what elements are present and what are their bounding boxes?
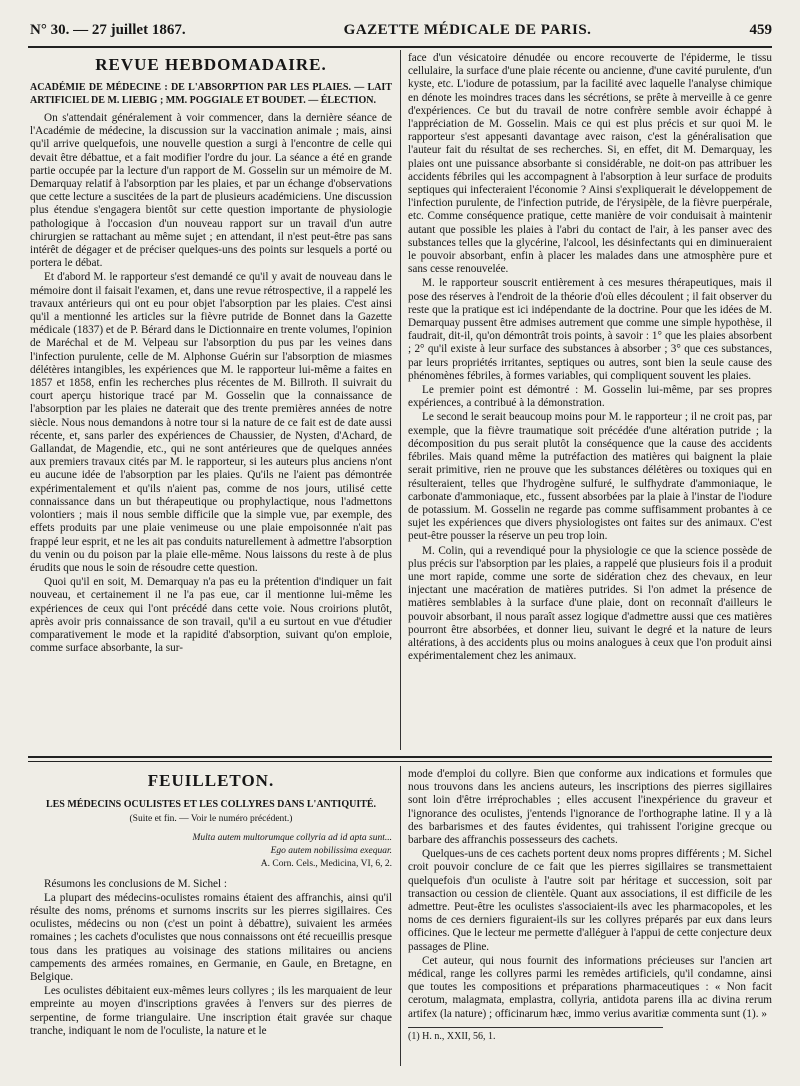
footnote: (1) H. n., XXII, 56, 1. [408,1027,663,1043]
feuilleton-paragraph: Quelques-uns de ces cachets portent deux noms propres différents ; M. Sichel croit pouvoir conclure de ce fait que les pierres sigillaires se transmettaient quelquefois d'un oculiste à l'autre soit par héritage et succession, soit par transaction ou cession de clientèle. Quant aux associations, il est difficile de les admettre. Peut-être les oculistes s'associaient-ils avec les pharmacopoles, et les noms de ces derniers figuraient-ils sur les collyres préparés par eux dans leurs officines. Que le lecteur me permette d'alléguer à l'appui de cette conjecture deux passages de Pline. [408,848,772,953]
feuilleton-paragraph: La plupart des médecins-oculistes romains étaient des affranchis, ainsi qu'il résulte des noms, prénoms et surnoms inscrits sur les pierres sigillaires. Ces oculistes, médecins ou non (c'est un point à débattre), suivaient les armées romaines ; les cachets d'oculistes que nous connaissons ont été recueillis presque tous dans les pratiques au voisinage des stations militaires ou anciens campements des armées romaines, en Germanie, en Gaule, en Bretagne, en Belgique. [30,891,392,984]
journal-title: GAZETTE MÉDICALE DE PARIS. [343,21,592,38]
revue-paragraph: Quoi qu'il en soit, M. Demarquay n'a pas eu la prétention d'indiquer un fait nouveau, et certainement il ne l'a pas eue, car il mentionne lui-même les expériences de ceux qui l'ont précédé dans cette voie. Nous croirions plutôt, après avoir pris connaissance de son travail, qu'il a eu surtout en vue d'étudier comparativement le mode et la rapidité d'absorption, suivant qu'on emploie, comme surface absorbante, la sur- [30,576,392,655]
feuilleton-subtitle: LES MÉDECINS OCULISTES ET LES COLLYRES DANS L'ANTIQUITÉ. [45,799,377,810]
feuilleton-paragraph: Cet auteur, qui nous fournit des informations précieuses sur l'ancien art médical, range les collyres parmi les remèdes artificiels, qu'il condamne, ainsi que toutes les compositions et préparations pharmaceutiques : « Non facit cerotum, malagmata, emplastra, collyria, antidota parens illa ac divina rerum artifex (la nature) ; officinarum hæc, immo verius avaritiæ commenta sunt (1). » [408,954,772,1020]
feuilleton-column-right [408,768,772,1068]
revue-paragraph: Et d'abord M. le rapporteur s'est demandé ce qu'il y avait de nouveau dans le mémoire dont il faisait l'examen, et, dans une revue rétrospective, il a rappelé les travaux antérieurs qui ont eu pour objet l'absorption par les plaies. C'est ainsi qu'il a mentionné les articles sur la fièvre putride de Bonnet dans la Gazette médicale (1837) et de P. Bérard dans le Dictionnaire en trente volumes, l'opinion de Maréchal et de M. Velpeau sur l'absorption du pus par les veines dans l'infection purulente, celle de M. Alphonse Guérin sur l'absorption de miasmes délétères intangibles, les expériences que M. le rapporteur lui-même a faites en 1857 et 1858, enfin les recherches plus récentes de M. Billroth. Il suivrait du court aperçu historique tracé par M. Gosselin que la connaissance de l'absorption par les plaies ne daterait que des trente premières années de notre siècle. Nous nous demandons à notre tour si la nature de ce fait est de date aussi récente, et, sans parler des expériences de Chaussier, de Nysten, d'Achard, de Gallandat, de Magendie, etc., qui ne sont antérieures que de quelques années aux premiers travaux cités par M. le rapporteur, si les auteurs plus anciens n'ont eu aucune idée de l'absorption par les plaies. Qu'ils ne l'aient pas démontrée expérimentalement et qu'ils n'aient pas, comme de nos jours, utilisé cette connaissance dans un but thérapeutique ou prophylactique, nous l'admettons volontiers ; mais il nous semble difficile que la simple vue, par exemple, des effets produits par une plaie venimeuse ou une plaie empoisonnée n'ait pas frappé leur esprit, et ne les ait pas conduits naturellement à admettre l'absorption du venin ou du poison par la plaie elle-même. Nous laissons du reste à de plus érudits que nous le soin de résoudre cette question. [30,271,392,574]
revue-column-right [408,52,772,750]
revue-paragraph: M. le rapporteur souscrit entièrement à ces mesures thérapeutiques, mais il pose des réserves à l'endroit de la théorie d'où elles découlent ; il fait observer du reste que la pratique est ici indépendante de la doctrine. Pour que les idées de M. Demarquay pussent être admises autrement que comme une simple hypothèse, il faudrait, dit-il, qu'on démontrât trois points, à savoir : 1° que les plaies absorbent ; 2° qu'il existe à leur surface des substances à absorber ; 3° que ces substances, par leurs propriétés irritantes, septiques ou autres, sont bien la seule cause des phénomènes fébriles, à formes variables, qui compliquent souvent les plaies. [408,277,772,382]
feuilleton-paragraph: Les oculistes débitaient eux-mêmes leurs collyres ; ils les marquaient de leur empreinte au moyen d'inscriptions gravées à l'envers sur des pierres de serpentine, de forme triangulaire. Une inscription était gravée sur chaque tranche, indiquant le nom de l'oculiste, la nature et le [30,985,392,1037]
page-header [30,18,772,42]
revue-paragraph: Le premier point est démontré : M. Gosselin lui-même, par ses propres expériences, a contribué à la démonstration. [408,384,772,410]
feuilleton-paragraph: mode d'emploi du collyre. Bien que conforme aux indications et formules que nous trouvons dans les anciens auteurs, les inscriptions des pierres sigillaires sont loin d'être irréprochables ; elles accusent l'inexpérience du graveur et l'ignorance des oculistes, j'entends l'ignorance de l'orthographe latine. Il y a là des barbarismes et des fautes évidentes, qui trahissent l'origine grecque ou barbare des affranchis possesseurs des cachets. [408,768,772,847]
column-divider-top [400,50,401,750]
feuilleton-rule [28,756,772,758]
feuilleton-paragraph: Résumons les conclusions de M. Sichel : [44,877,228,890]
feuilleton-note: (Suite et fin. — Voir le numéro précédent.) [129,814,293,825]
revue-heading: REVUE HEBDOMADAIRE. [95,55,327,74]
column-divider-bottom [400,766,401,1066]
feuilleton-rule-thin [28,761,772,762]
revue-paragraph: Le second le serait beaucoup moins pour M. le rapporteur ; il ne croit pas, par exemple, que la fièvre traumatique soit précédée d'une altération putride ; la décomposition du pus serait plutôt la conséquence que la cause des accidents fébriles. Mais quand même la putréfaction des matières qui baignent la plaie serait primitive, rien ne prouve que les substances délétères ou toxiques qui en résulteraient, telles que l'hydrogène sulfuré, le sulfhydrate d'ammoniaque, le carbonate d'ammoniaque, etc., fussent absorbées par la plaie à l'instar de l'iodure de potassium. M. Gosselin ne regarde pas comme suffisamment probantes à ce sujet les expériences que divers physiologistes ont faites sur des animaux. C'est peut-être pousser la réserve un peu trop loin. [408,411,772,543]
epigraph-attribution: A. Corn. Cels., Medicina, VI, 6, 2. [260,859,392,870]
revue-subheading: ACADÉMIE DE MÉDECINE : DE L'ABSORPTION PAR LES PLAIES. — LAIT ARTIFICIEL DE M. LIEBIG ; MM. POGGIALE ET BOUDET. — ÉLECTION. [30,82,392,106]
revue-paragraph: face d'un vésicatoire dénudée ou encore recouverte de l'épiderme, le tissu cellulaire, la surface d'une plaie récente ou ancienne, d'une cavité purulente, d'un kyste, etc. L'iodure de potassium, par la facilité avec laquelle l'analyse chimique en dénote les moindres traces dans les sécrétions, se prête à merveille à ce genre d'expériences. Ce but du travail de notre confrère semble avoir échappé à l'appréciation de M. Gosselin. Mais ce qui est plus précis et sur quoi M. le rapporteur s'est appesanti davantage avec raison, c'est la généralisation que l'auteur fait du résultat de ses recherches. Si, en effet, dit M. Demarquay, les plaies ont une puissance absorbante si considérable, ne doit-on pas attribuer les accidents fébriles qui les accompagnent à l'absorption à leur surface de produits septiques qui infecteraient l'économie ? Ainsi s'expliquerait le développement de l'infection purulente, de l'infection putride, de l'érysipèle, de la fièvre puerpérale, etc. Comme conséquence pratique, cette manière de voir conduisait à maintenir autant que possible les plaies à l'abri du contact de l'air, à les panser avec des substances telles que la glycérine, l'alcool, les désinfectants qui en diminueraient le pouvoir absorbant, enfin à placer les malades dans une atmosphère pure et sans cesse renouvelée. [408,52,772,276]
header-rule [28,46,772,48]
feuilleton-column-left [30,768,392,1068]
feuilleton-heading: FEUILLETON. [147,771,275,790]
revue-paragraph: M. Colin, qui a revendiqué pour la physiologie ce que la science possède de plus précis sur l'absorption par les plaies, a rappelé que plusieurs fois il a produit une mort rapide, comme une sorte de sidération chez des chevaux, en leur injectant une macération de matières putrides. Si l'on admet la présence de matières semblables à la surface d'une plaie, dont on reconnaît d'ailleurs le pouvoir absorbant, il nous paraît assez logique d'admettre aussi que ces matières pourront être absorbées, et donner lieu, suivant le degré et la nature de leurs altérations, à des accidents plus ou moins analogues à ceux que l'on produit ainsi expérimentalement chez les animaux. [408,544,772,663]
revue-column-left [30,52,392,750]
page-number: 459 [749,21,772,38]
epigraph-line: Ego autem nobilissima exequar. [270,846,392,857]
issue-date: N° 30. — 27 juillet 1867. [30,21,186,38]
epigraph-line: Multa autem multorumque collyria ad id apta sunt... [192,833,392,844]
revue-paragraph: On s'attendait généralement à voir commencer, dans la dernière séance de l'Académie de médecine, la discussion sur la vaccination animale ; mais, ainsi qu'il arrive quelquefois, une nouvelle question a surgi à l'encontre de celle qui devait être débattue, et a fait modifier l'ordre du jour. La séance a été en grande partie occupée par la lecture d'un rapport de M. Gosselin sur un mémoire de M. Demarquay relatif à l'absorption par les plaies, et par un échange d'observations que cette lecture a suscitées de la part de plusieurs académiciens. Une discussion plus étendue s'engagera bientôt sur cette question importante de physiologie pathologique à l'occasion d'un nouveau rapport sur un travail d'un autre chirurgien se rattachant au même sujet ; en attendant, il n'est peut-être pas sans intérêt de dégager et de préciser quelques-uns des points sur lesquels a porté ou portera le débat. [30,112,392,270]
